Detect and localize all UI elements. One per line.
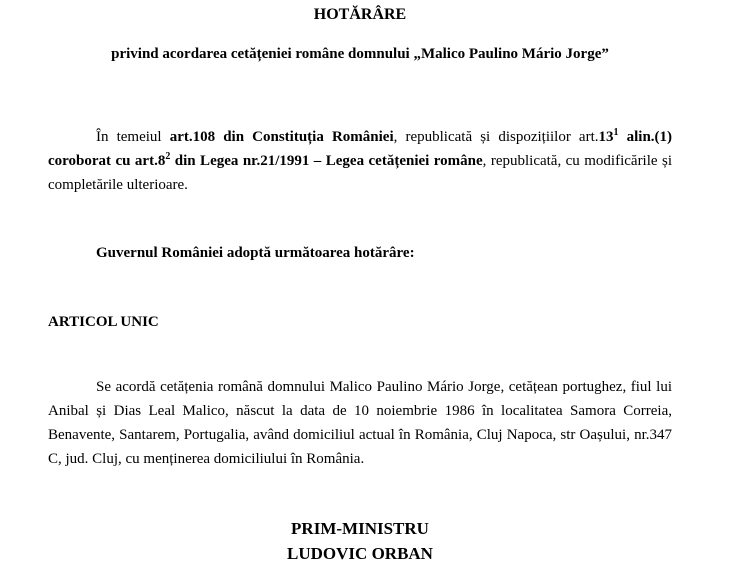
document-title: HOTĂRÂRE	[313, 6, 407, 23]
preamble-text-3: , republicată, cu modificările și completările ulterioare.	[48, 153, 672, 193]
preamble-bold-article: 13	[598, 129, 614, 145]
article-text: Se acordă cetățenia română domnului Malico Paulino Mário Jorge, cetățean portughez, fiul lui Anibal și Dias Leal Malico, născut la data de 10 noiembrie 1986 în localitatea Samora Correia, Benavente, Santarem, Portugalia, având domiciliul actual în România, Cluj Napoca, str Oașului, nr.347 C, jud. Cluj, cu menținerea domiciliului în România.	[48, 379, 672, 467]
preamble-text-2: , republicată și dispozițiilor art.	[393, 129, 599, 145]
adoption-statement: Guvernul României adoptă următoarea hotărâre:	[96, 245, 415, 261]
preamble-sup-2: 2	[165, 151, 171, 162]
preamble-bold-constitution: art.108 din Constituția României	[169, 129, 394, 145]
signature-name: LUDOVIC ORBAN	[287, 544, 433, 563]
document-page	[48, 0, 672, 570]
preamble-paragraph	[48, 125, 672, 197]
signature-block	[48, 516, 672, 566]
preamble-bold-alin: alin.(1) coroborat cu art.8	[48, 129, 673, 169]
preamble-sup-1: 1	[613, 127, 619, 138]
signature-role: PRIM-MINISTRU	[291, 519, 429, 538]
preamble-bold-law: din Legea nr.21/1991 – Legea cetățeniei române	[170, 153, 483, 169]
document-subtitle: privind acordarea cetățeniei române domnului „Malico Paulino Mário Jorge”	[111, 46, 609, 62]
article-heading: ARTICOL UNIC	[48, 314, 159, 330]
preamble-text-1: În temeiul	[96, 129, 170, 145]
